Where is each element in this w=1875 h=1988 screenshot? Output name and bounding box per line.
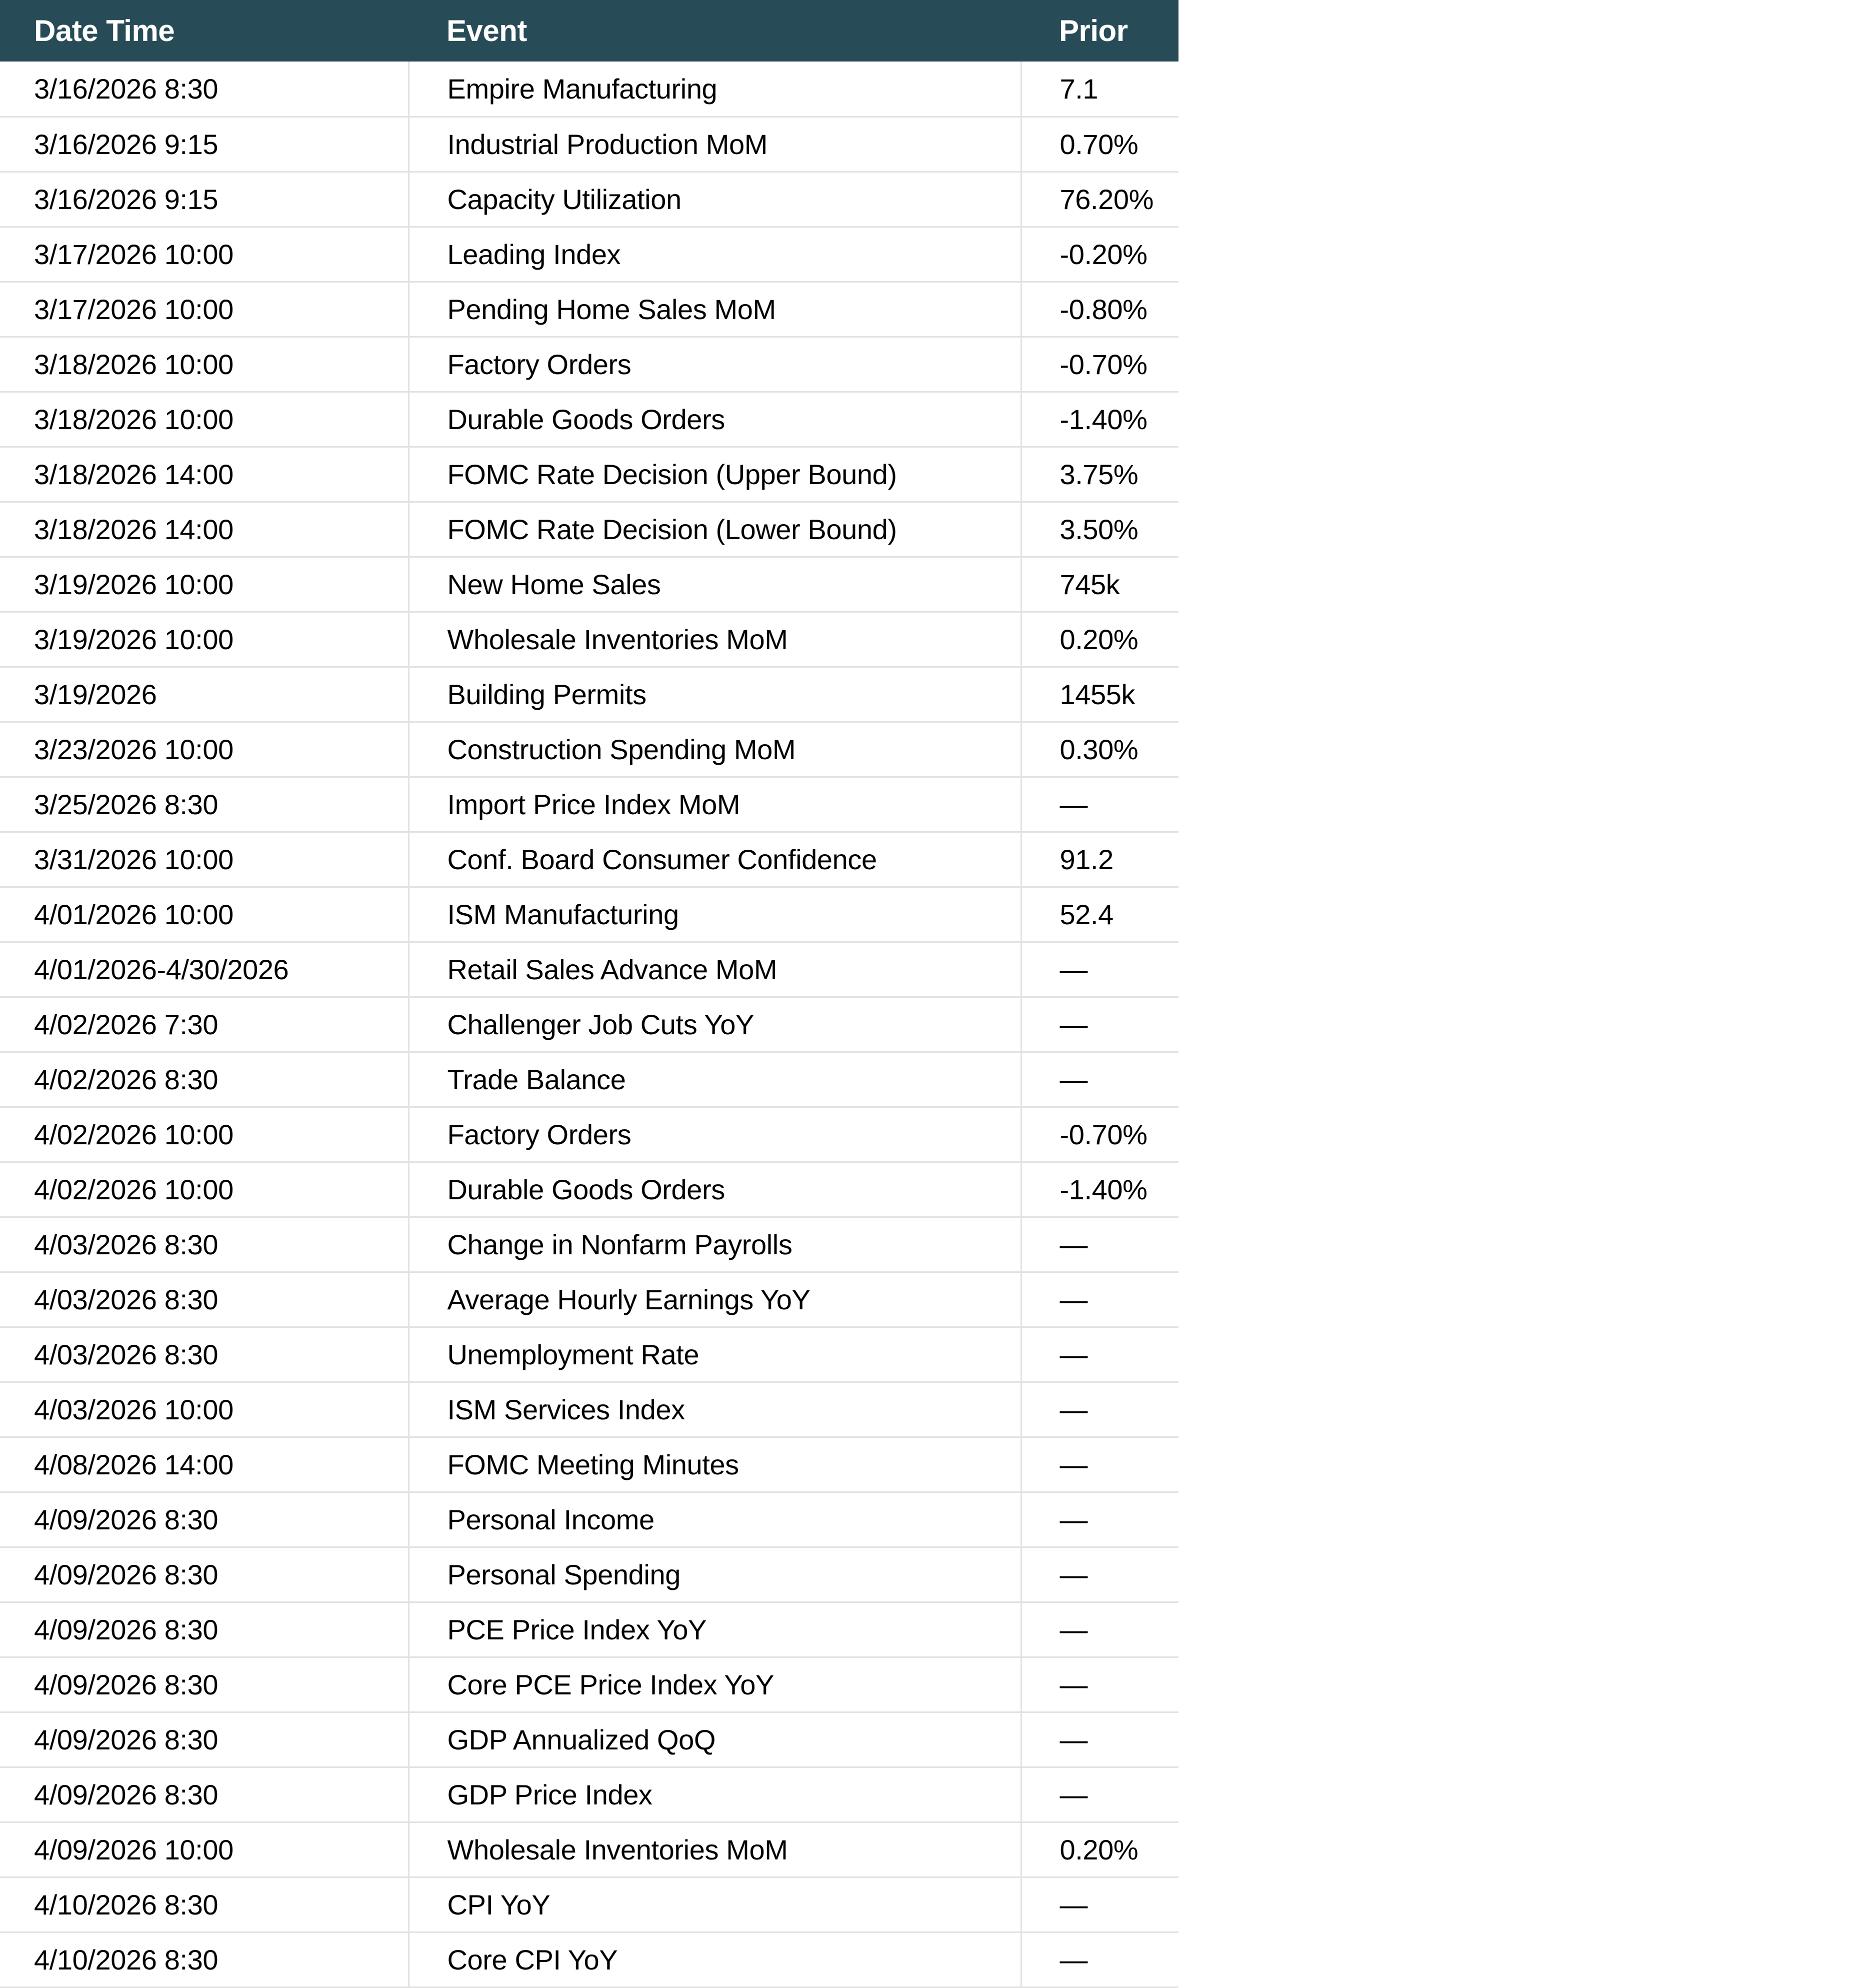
table-row[interactable] xyxy=(0,392,1178,447)
table-row[interactable] xyxy=(0,1547,1178,1602)
cell-event: Core PCE Price Index YoY xyxy=(408,1657,1021,1712)
cell-event: Average Hourly Earnings YoY xyxy=(408,1272,1021,1327)
table-header-row xyxy=(0,0,1178,62)
cell-event: GDP Price Index xyxy=(408,1767,1021,1822)
cell-prior: 0.70% xyxy=(1021,117,1178,172)
cell-date-time: 4/03/2026 10:00 xyxy=(0,1382,408,1437)
cell-prior: -1.40% xyxy=(1021,1162,1178,1217)
column-header-prior[interactable]: Prior xyxy=(1059,14,1128,48)
cell-date-time: 3/19/2026 10:00 xyxy=(0,612,408,667)
cell-date-time: 3/18/2026 10:00 xyxy=(0,337,408,392)
table-row[interactable] xyxy=(0,557,1178,612)
table-row[interactable] xyxy=(0,1217,1178,1272)
cell-date-time: 4/10/2026 8:30 xyxy=(0,1877,408,1932)
cell-prior: 76.20% xyxy=(1021,172,1178,227)
cell-prior: — xyxy=(1021,1657,1178,1712)
cell-date-time: 4/09/2026 10:00 xyxy=(0,1822,408,1877)
cell-date-time: 3/18/2026 14:00 xyxy=(0,447,408,502)
cell-date-time: 4/03/2026 8:30 xyxy=(0,1327,408,1382)
cell-event: Capacity Utilization xyxy=(408,172,1021,227)
cell-date-time: 4/01/2026 10:00 xyxy=(0,887,408,942)
table-row[interactable] xyxy=(0,282,1178,337)
table-row[interactable] xyxy=(0,942,1178,997)
table-row[interactable] xyxy=(0,1107,1178,1162)
cell-date-time: 4/02/2026 10:00 xyxy=(0,1107,408,1162)
cell-event: Industrial Production MoM xyxy=(408,117,1021,172)
cell-prior: 3.75% xyxy=(1021,447,1178,502)
cell-prior: 0.20% xyxy=(1021,1822,1178,1877)
cell-date-time: 4/09/2026 8:30 xyxy=(0,1492,408,1547)
cell-prior: — xyxy=(1021,997,1178,1052)
cell-event: FOMC Meeting Minutes xyxy=(408,1437,1021,1492)
table-row[interactable] xyxy=(0,227,1178,282)
cell-date-time: 4/09/2026 8:30 xyxy=(0,1712,408,1767)
cell-date-time: 3/31/2026 10:00 xyxy=(0,832,408,887)
cell-event: Leading Index xyxy=(408,227,1021,282)
cell-date-time: 4/02/2026 7:30 xyxy=(0,997,408,1052)
table-row[interactable] xyxy=(0,667,1178,722)
cell-date-time: 3/17/2026 10:00 xyxy=(0,227,408,282)
cell-date-time: 4/09/2026 8:30 xyxy=(0,1547,408,1602)
cell-date-time: 4/02/2026 10:00 xyxy=(0,1162,408,1217)
cell-event: New Home Sales xyxy=(408,557,1021,612)
table-row[interactable] xyxy=(0,1492,1178,1547)
cell-prior: — xyxy=(1021,1437,1178,1492)
cell-prior: — xyxy=(1021,1547,1178,1602)
cell-event: Construction Spending MoM xyxy=(408,722,1021,777)
cell-date-time: 4/03/2026 8:30 xyxy=(0,1272,408,1327)
cell-event: Unemployment Rate xyxy=(408,1327,1021,1382)
cell-date-time: 4/10/2026 8:30 xyxy=(0,1932,408,1987)
cell-date-time: 3/18/2026 10:00 xyxy=(0,392,408,447)
cell-date-time: 3/18/2026 14:00 xyxy=(0,502,408,557)
cell-prior: — xyxy=(1021,1602,1178,1657)
table-row[interactable] xyxy=(0,1382,1178,1437)
table-row[interactable] xyxy=(0,1437,1178,1492)
cell-prior: 3.50% xyxy=(1021,502,1178,557)
cell-event: Trade Balance xyxy=(408,1052,1021,1107)
table-row[interactable] xyxy=(0,722,1178,777)
cell-event: FOMC Rate Decision (Lower Bound) xyxy=(408,502,1021,557)
cell-prior: — xyxy=(1021,1217,1178,1272)
cell-event: Challenger Job Cuts YoY xyxy=(408,997,1021,1052)
cell-date-time: 3/19/2026 xyxy=(0,667,408,722)
table-row[interactable] xyxy=(0,1767,1178,1822)
cell-prior: — xyxy=(1021,1767,1178,1822)
cell-event: Factory Orders xyxy=(408,337,1021,392)
cell-event: Wholesale Inventories MoM xyxy=(408,612,1021,667)
table-row[interactable] xyxy=(0,777,1178,832)
cell-event: Retail Sales Advance MoM xyxy=(408,942,1021,997)
cell-date-time: 3/25/2026 8:30 xyxy=(0,777,408,832)
cell-event: Core CPI YoY xyxy=(408,1932,1021,1987)
cell-prior: -0.70% xyxy=(1021,337,1178,392)
cell-date-time: 4/03/2026 8:30 xyxy=(0,1217,408,1272)
table-row[interactable] xyxy=(0,612,1178,667)
cell-event: Import Price Index MoM xyxy=(408,777,1021,832)
cell-prior: — xyxy=(1021,1877,1178,1932)
cell-event: ISM Manufacturing xyxy=(408,887,1021,942)
cell-prior: 0.20% xyxy=(1021,612,1178,667)
cell-prior: — xyxy=(1021,1052,1178,1107)
cell-prior: — xyxy=(1021,942,1178,997)
cell-prior: 1455k xyxy=(1021,667,1178,722)
cell-date-time: 3/16/2026 8:30 xyxy=(0,62,408,117)
cell-event: Personal Spending xyxy=(408,1547,1021,1602)
cell-prior: -0.70% xyxy=(1021,1107,1178,1162)
cell-prior: -0.80% xyxy=(1021,282,1178,337)
cell-prior: — xyxy=(1021,1382,1178,1437)
cell-date-time: 3/19/2026 10:00 xyxy=(0,557,408,612)
table-row[interactable] xyxy=(0,1657,1178,1712)
table-header xyxy=(0,0,1178,62)
table-row[interactable] xyxy=(0,447,1178,502)
cell-event: Conf. Board Consumer Confidence xyxy=(408,832,1021,887)
cell-prior: 0.30% xyxy=(1021,722,1178,777)
cell-prior: -0.20% xyxy=(1021,227,1178,282)
cell-prior: 7.1 xyxy=(1021,62,1178,117)
cell-prior: — xyxy=(1021,777,1178,832)
table-row[interactable] xyxy=(0,337,1178,392)
cell-event: PCE Price Index YoY xyxy=(408,1602,1021,1657)
cell-event: Durable Goods Orders xyxy=(408,392,1021,447)
table-row[interactable] xyxy=(0,832,1178,887)
cell-prior: — xyxy=(1021,1712,1178,1767)
cell-date-time: 4/09/2026 8:30 xyxy=(0,1657,408,1712)
cell-date-time: 4/09/2026 8:30 xyxy=(0,1602,408,1657)
column-header-date-time[interactable]: Date Time xyxy=(34,14,175,48)
cell-event: ISM Services Index xyxy=(408,1382,1021,1437)
table-row[interactable] xyxy=(0,1052,1178,1107)
table-row[interactable] xyxy=(0,1272,1178,1327)
cell-event: Change in Nonfarm Payrolls xyxy=(408,1217,1021,1272)
cell-event: Personal Income xyxy=(408,1492,1021,1547)
cell-event: CPI YoY xyxy=(408,1877,1021,1932)
cell-date-time: 4/02/2026 8:30 xyxy=(0,1052,408,1107)
table-row[interactable] xyxy=(0,502,1178,557)
table-body xyxy=(0,62,1178,1987)
table-row[interactable] xyxy=(0,1932,1178,1987)
cell-event: Building Permits xyxy=(408,667,1021,722)
table-row[interactable] xyxy=(0,1712,1178,1767)
table-row[interactable] xyxy=(0,1162,1178,1217)
cell-date-time: 3/16/2026 9:15 xyxy=(0,172,408,227)
cell-date-time: 3/23/2026 10:00 xyxy=(0,722,408,777)
cell-prior: 52.4 xyxy=(1021,887,1178,942)
cell-event: Durable Goods Orders xyxy=(408,1162,1021,1217)
cell-prior: -1.40% xyxy=(1021,392,1178,447)
table-row[interactable] xyxy=(0,887,1178,942)
cell-event: Wholesale Inventories MoM xyxy=(408,1822,1021,1877)
cell-event: Factory Orders xyxy=(408,1107,1021,1162)
table-row[interactable] xyxy=(0,62,1178,117)
cell-event: GDP Annualized QoQ xyxy=(408,1712,1021,1767)
column-header-event[interactable]: Event xyxy=(446,14,527,48)
cell-prior: — xyxy=(1021,1932,1178,1987)
cell-event: FOMC Rate Decision (Upper Bound) xyxy=(408,447,1021,502)
cell-prior: — xyxy=(1021,1492,1178,1547)
table-row[interactable] xyxy=(0,1877,1178,1932)
cell-event: Empire Manufacturing xyxy=(408,62,1021,117)
table-row[interactable] xyxy=(0,1822,1178,1877)
cell-date-time: 4/08/2026 14:00 xyxy=(0,1437,408,1492)
table-row[interactable] xyxy=(0,1327,1178,1382)
cell-date-time: 3/16/2026 9:15 xyxy=(0,117,408,172)
cell-prior: — xyxy=(1021,1327,1178,1382)
cell-prior: — xyxy=(1021,1272,1178,1327)
cell-prior: 91.2 xyxy=(1021,832,1178,887)
cell-prior: 745k xyxy=(1021,557,1178,612)
table-row[interactable] xyxy=(0,997,1178,1052)
cell-date-time: 4/09/2026 8:30 xyxy=(0,1767,408,1822)
table-row[interactable] xyxy=(0,117,1178,172)
cell-event: Pending Home Sales MoM xyxy=(408,282,1021,337)
table-row[interactable] xyxy=(0,172,1178,227)
cell-date-time: 4/01/2026-4/30/2026 xyxy=(0,942,408,997)
cell-date-time: 3/17/2026 10:00 xyxy=(0,282,408,337)
table-row[interactable] xyxy=(0,1602,1178,1657)
